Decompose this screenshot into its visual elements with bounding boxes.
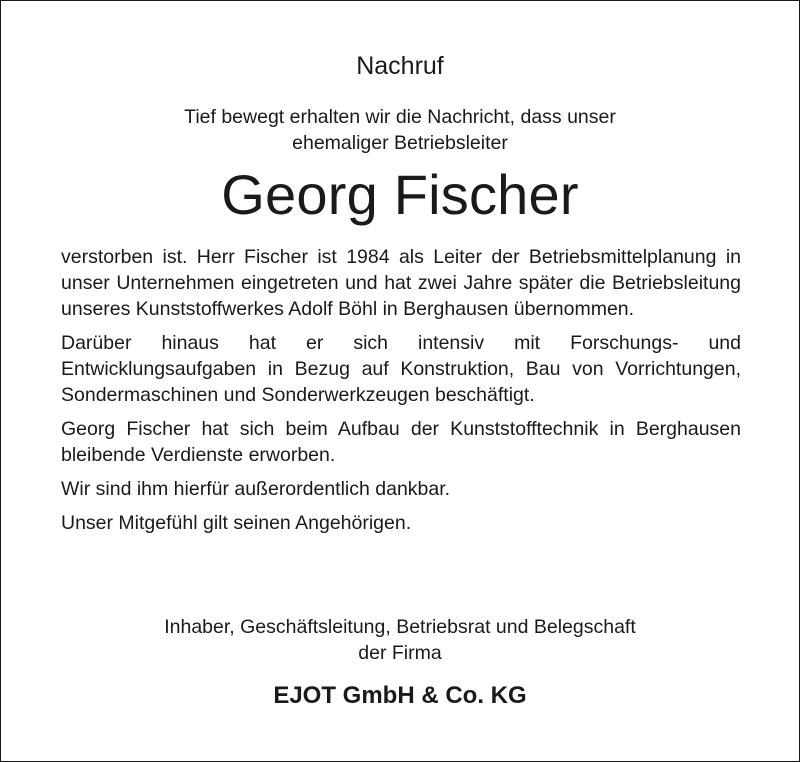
intro-line-2: ehemaliger Betriebsleiter xyxy=(292,132,508,154)
signoff-line-2: der Firma xyxy=(358,642,442,664)
paragraph-career: verstorben ist. Herr Fischer ist 1984 als Leiter der Betriebsmittelplanung in unser Unternehmen eingetreten und hat zwei Jahre später die Betriebsleitung unseres Kunststoffwerkes Adolf Böhl in Berghausen übernommen. xyxy=(61,246,741,320)
signoff xyxy=(1,614,799,666)
paragraph-condolence: Unser Mitgefühl gilt seinen Angehörigen. xyxy=(61,512,412,534)
company-name: EJOT GmbH & Co. KG xyxy=(273,682,527,709)
body-text xyxy=(61,244,741,536)
paragraph-research: Darüber hinaus hat er sich intensiv mit Forschungs- und Entwicklungsaufgaben in Bezug auf Konstruktion, Bau von Vorrichtungen, Sondermaschinen und Sonderwerkzeugen beschäftigt. xyxy=(61,332,741,406)
notice-heading: Nachruf xyxy=(356,52,444,80)
signoff-line-1: Inhaber, Geschäftsleitung, Betriebsrat und Belegschaft xyxy=(164,616,636,638)
intro-text xyxy=(1,104,799,156)
paragraph-merits: Georg Fischer hat sich beim Aufbau der Kunststofftechnik in Berghausen bleibende Verdienste erworben. xyxy=(61,418,741,466)
deceased-name: Georg Fischer xyxy=(221,163,579,226)
intro-line-1: Tief bewegt erhalten wir die Nachricht, dass unser xyxy=(184,106,616,128)
paragraph-gratitude: Wir sind ihm hierfür außerordentlich dankbar. xyxy=(61,478,451,500)
